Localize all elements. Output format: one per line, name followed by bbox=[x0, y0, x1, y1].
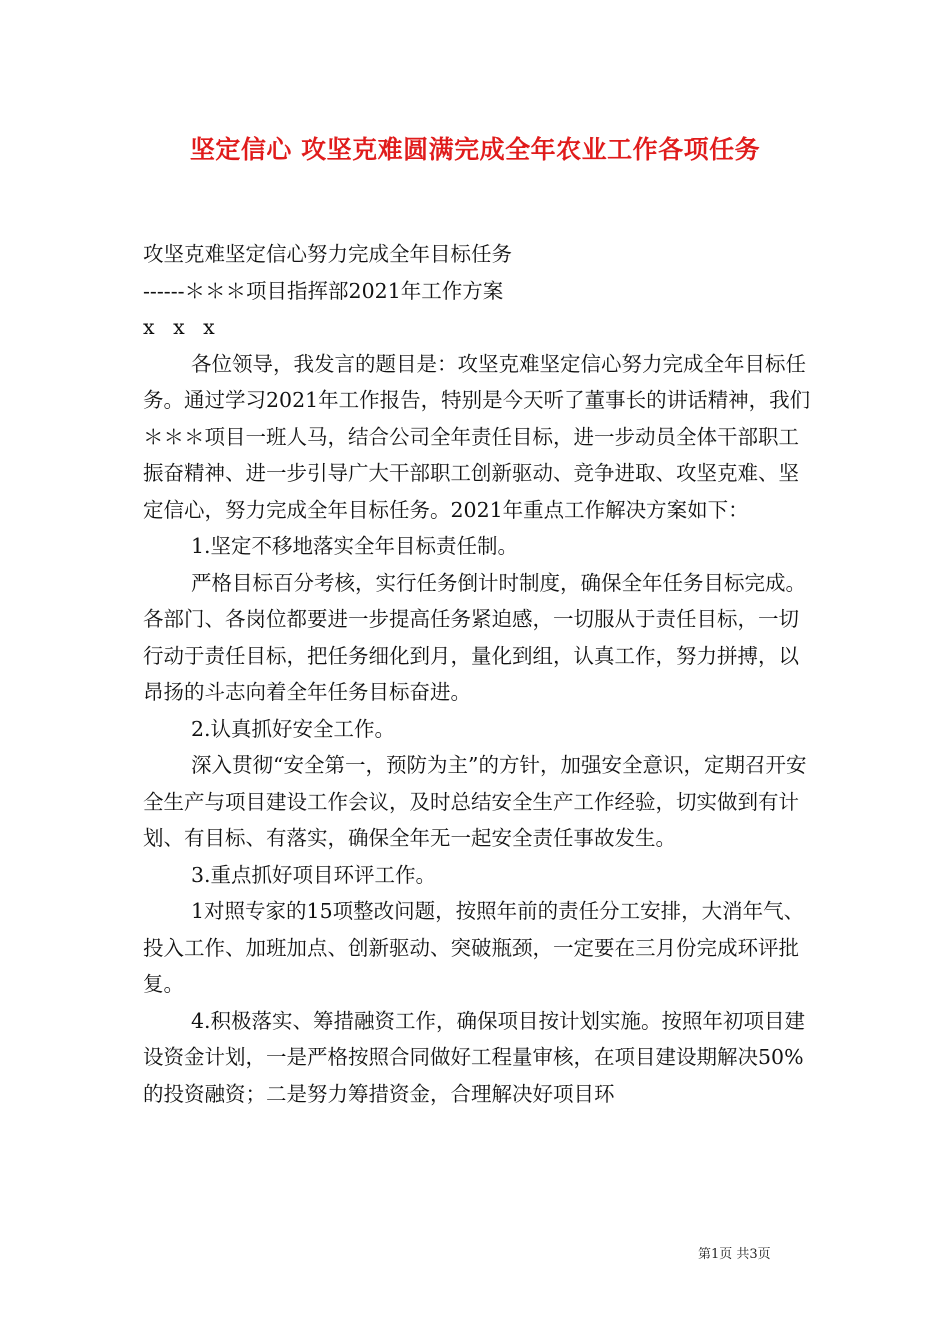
body-paragraph: 4.积极落实、筹措融资工作，确保项目按计划实施。按照年初项目建设资金计划，一是严格按照合同做好工程量审核，在项目建设期解决50%的投资融资；二是努力筹措资金，合理解决好项目环 bbox=[143, 1008, 806, 1106]
section-heading: 1.坚定不移地落实全年目标责任制。 bbox=[191, 534, 519, 558]
body-paragraph: 各位领导，我发言的题目是：攻坚克难坚定信心努力完成全年目标任务。通过学习2021年工作报告，特别是今天听了董事长的讲话精神，我们＊＊＊项目一班人马，结合公司全年责任目标，进一步动员全体干部职工振奋精神、进一步引导广大干部职工创新驱动、竞争进取、攻坚克难、坚定信心，努力完成全年目标任务。2021年重点工作解决方案如下： bbox=[143, 351, 811, 522]
document-body bbox=[143, 236, 813, 1112]
section-heading: 2.认真抓好安全工作。 bbox=[191, 716, 396, 741]
body-paragraph: 1对照专家的15项整改问题，按照年前的责任分工安排，大消年气、投入工作、加班加点、创新驱动、突破瓶颈，一定要在三月份完成环评批复。 bbox=[143, 899, 805, 996]
document-author: x x x bbox=[143, 315, 221, 339]
document-heading: 攻坚克难坚定信心努力完成全年目标任务 bbox=[143, 242, 512, 266]
document-title: 坚定信心 攻坚克难圆满完成全年农业工作各项任务 bbox=[189, 135, 761, 164]
document-subtitle: ------＊＊＊项目指挥部2021年工作方案 bbox=[143, 278, 504, 303]
body-paragraph: 严格目标百分考核，实行任务倒计时制度，确保全年任务目标完成。各部门、各岗位都要进一步提高任务紧迫感，一切服从于责任目标，一切行动于责任目标，把任务细化到月，量化到组，认真工作，努力拼搏，以昂扬的斗志向着全年任务目标奋进。 bbox=[143, 570, 806, 704]
body-paragraph: 深入贯彻“安全第一，预防为主”的方针，加强安全意识，定期召开安全生产与项目建设工作会议，及时总结安全生产工作经验，切实做到有计划、有目标、有落实，确保全年无一起安全责任事故发生。 bbox=[143, 753, 807, 850]
page-number: 第1页 共3页 bbox=[698, 1247, 771, 1262]
section-heading: 3.重点抓好项目环评工作。 bbox=[191, 862, 437, 887]
